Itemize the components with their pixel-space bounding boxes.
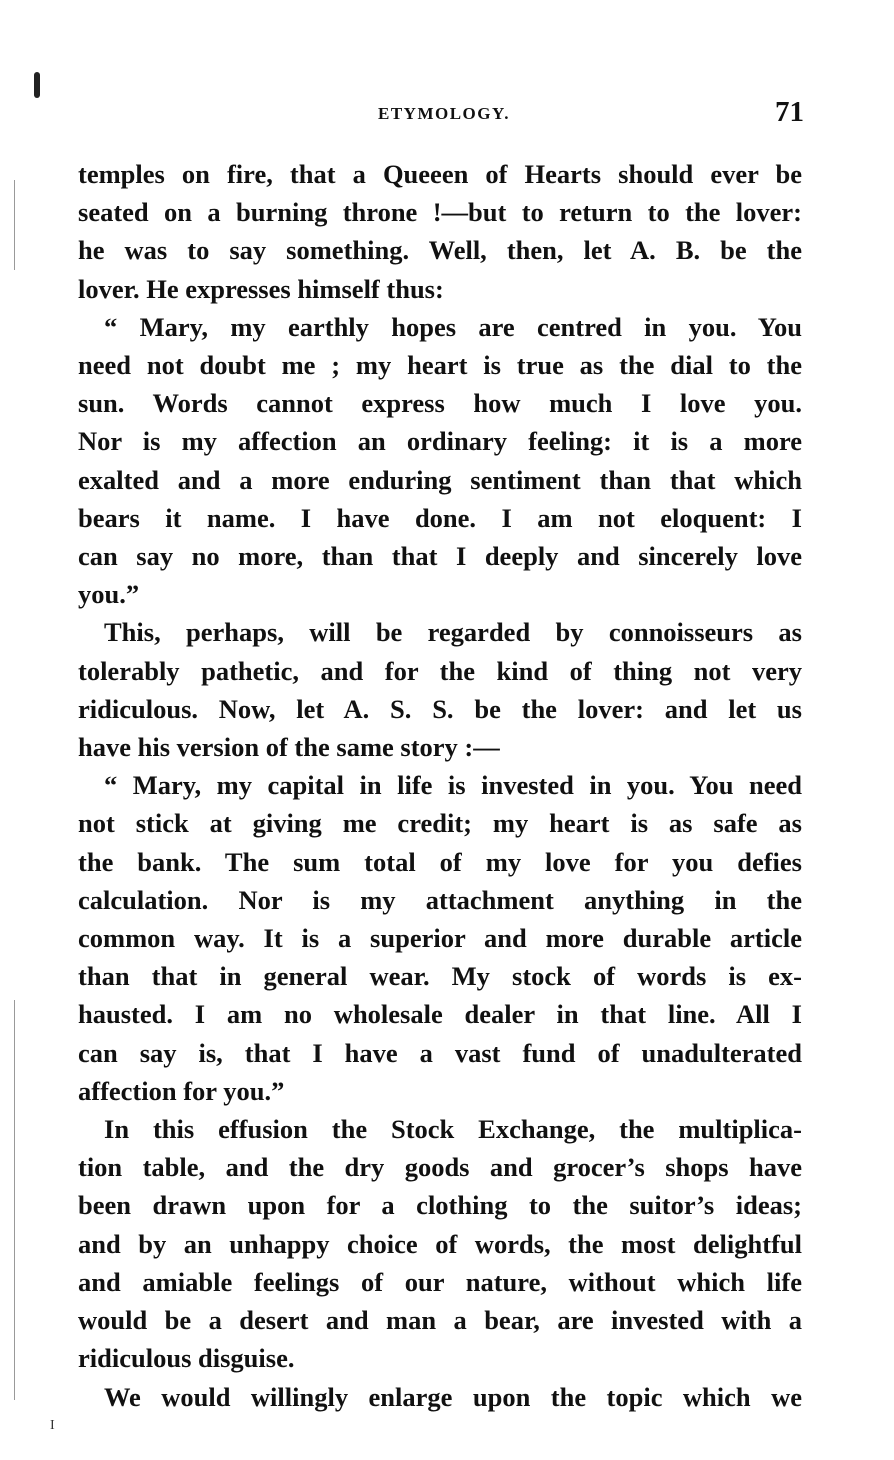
text-line: have his version of the same story :— [78, 732, 500, 763]
paragraph [78, 308, 802, 614]
text-line: calculation. Nor is my attachment anything in the [78, 884, 802, 915]
text-line: you.” [78, 579, 140, 610]
paragraph [78, 613, 802, 766]
text-line: tolerably pathetic, and for the kind of thing not very [78, 655, 802, 686]
text-line: and by an unhappy choice of words, the most delightful [78, 1228, 802, 1259]
text-line: “ Mary, my earthly hopes are centred in you. You [104, 311, 802, 342]
text-line: hausted. I am no wholesale dealer in that line. All I [78, 999, 802, 1030]
paragraph [78, 1110, 802, 1377]
text-line: sun. Words cannot express how much I love you. [78, 388, 802, 419]
text-line: “ Mary, my capital in life is invested in you. You need [104, 770, 802, 801]
page-header [78, 96, 810, 136]
margin-stray-mark: I [50, 1418, 55, 1433]
text-line: can say no more, than that I deeply and sincerely love [78, 541, 802, 572]
text-line: the bank. The sum total of my love for you defies [78, 846, 802, 877]
text-line: ridiculous. Now, let A. S. S. be the lover: and let us [78, 693, 802, 724]
text-line: temples on fire, that a Queeen of Hearts should ever be [78, 159, 802, 189]
page-number: 71 [775, 96, 804, 128]
paragraph [78, 766, 802, 1110]
text-line: Nor is my affection an ordinary feeling: it is a more [78, 426, 802, 457]
text-line: exalted and a more enduring sentiment than that which [78, 464, 802, 495]
running-head: ETYMOLOGY. [378, 104, 510, 123]
text-line: bears it name. I have done. I am not eloquent: I [78, 502, 802, 533]
text-line: We would willingly enlarge upon the topic which we [104, 1381, 802, 1412]
text-line: This, perhaps, will be regarded by connoisseurs as [104, 617, 802, 648]
text-line: not stick at giving me credit; my heart is as safe as [78, 808, 802, 839]
text-line: tion table, and the dry goods and grocer’s shops have [78, 1152, 802, 1183]
text-line: ridiculous disguise. [78, 1343, 295, 1374]
text-line: he was to say something. Well, then, let A. B. be the [78, 235, 802, 266]
text-line: need not doubt me ; my heart is true as the dial to the [78, 350, 802, 381]
text-line: seated on a burning throne !—but to return to the lover: [78, 197, 802, 228]
margin-rule-top [14, 180, 15, 270]
text-line: would be a desert and man a bear, are invested with a [78, 1305, 802, 1336]
text-line: common way. It is a superior and more durable article [78, 923, 802, 954]
text-line: can say is, that I have a vast fund of unadulterated [78, 1037, 802, 1068]
margin-rule-bottom [14, 1000, 15, 1400]
text-line: and amiable feelings of our nature, without which life [78, 1266, 802, 1297]
margin-ink-mark [34, 72, 40, 98]
text-line: lover. He expresses himself thus: [78, 273, 444, 304]
paragraph [78, 155, 802, 308]
text-line: affection for you.” [78, 1075, 285, 1106]
paragraph [78, 1378, 802, 1416]
text-line: than that in general wear. My stock of words is ex- [78, 961, 802, 992]
text-line: In this effusion the Stock Exchange, the multiplica- [104, 1114, 802, 1145]
body-text [78, 155, 802, 1416]
text-line: been drawn upon for a clothing to the suitor’s ideas; [78, 1190, 802, 1221]
